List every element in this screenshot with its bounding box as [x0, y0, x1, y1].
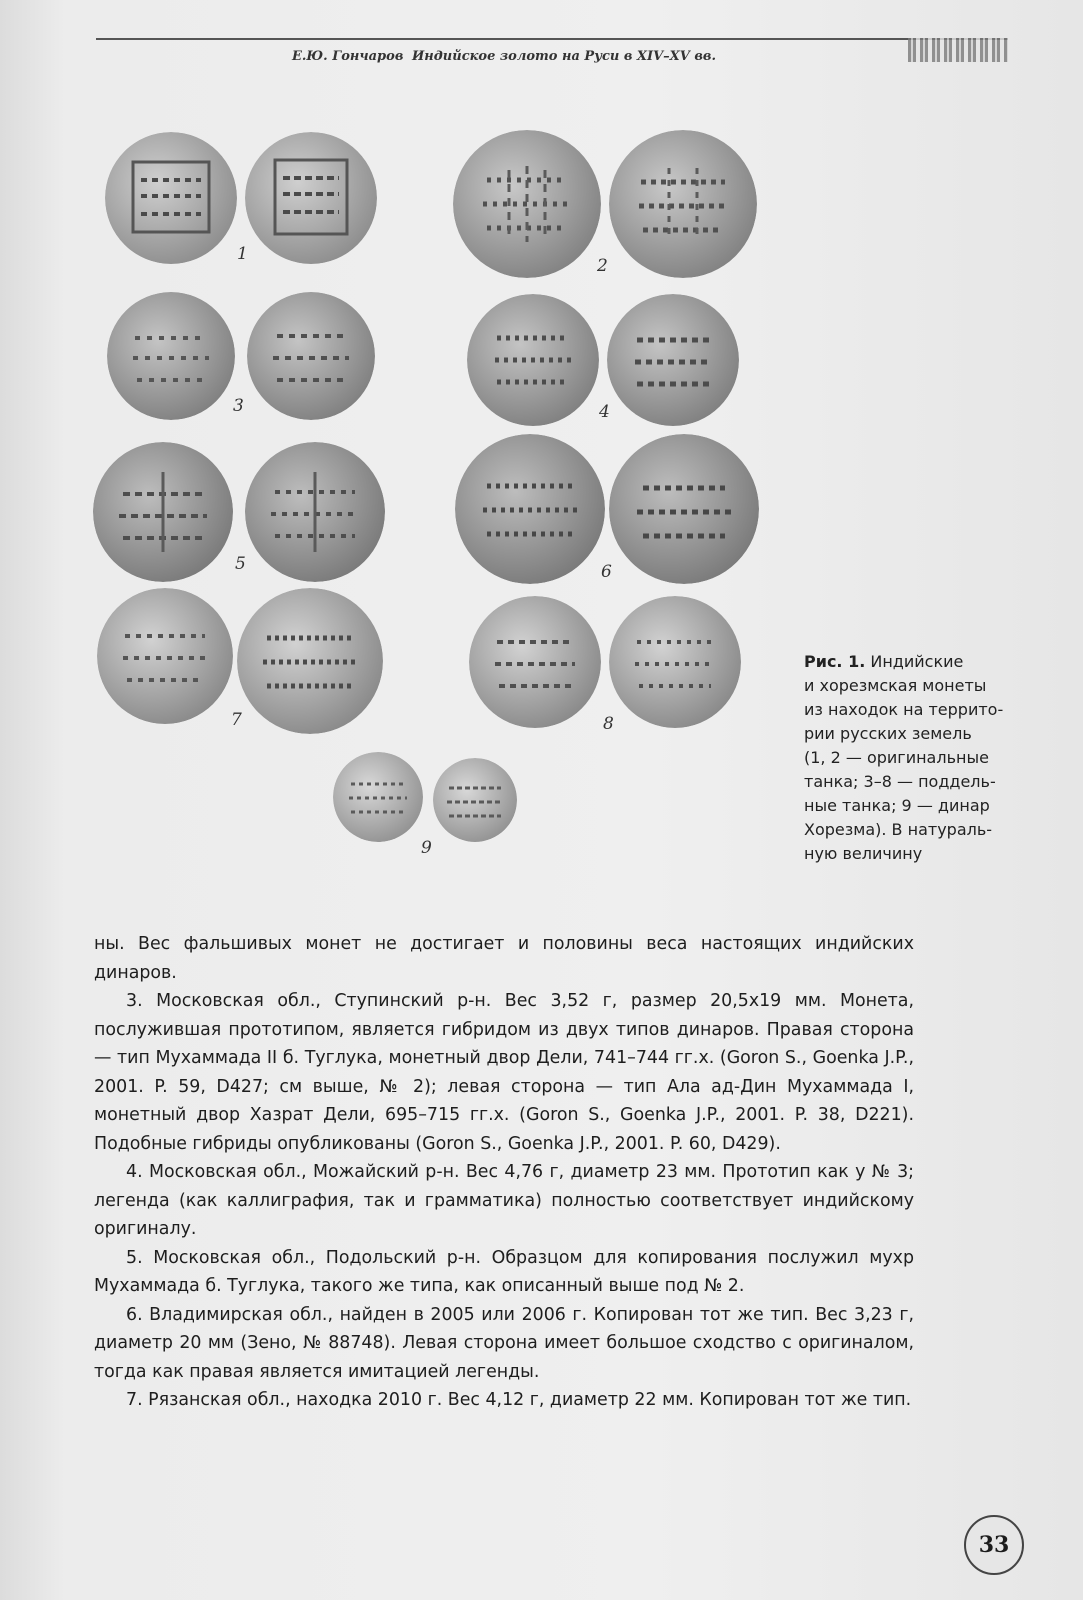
coin-5-obverse: [93, 442, 233, 582]
caption-line: рии русских земель: [804, 724, 972, 743]
coin-1-reverse: [245, 132, 377, 264]
caption-line: танка; 3–8 — поддель-: [804, 772, 996, 791]
coin-7-obverse: [97, 588, 233, 724]
running-head: [96, 38, 1008, 66]
coin-9-obverse: [333, 752, 423, 842]
coin-label-3: 3: [233, 396, 244, 416]
caption-line: ные танка; 9 — динар: [804, 796, 990, 815]
caption-line: ную величину: [804, 844, 923, 863]
header-ornament-icon: [908, 38, 1008, 62]
coin-label-6: 6: [601, 562, 612, 582]
coin-label-5: 5: [235, 554, 246, 574]
coin-1-obverse: [105, 132, 237, 264]
caption-line: (1, 2 — оригинальные: [804, 748, 989, 767]
coin-6-obverse: [455, 434, 605, 584]
coin-5-reverse: [245, 442, 385, 582]
coin-label-2: 2: [597, 256, 608, 276]
running-head-title: Индийское золото на Руси в XIV–XV вв.: [412, 49, 716, 64]
paragraph: 4. Московская обл., Можайский р-н. Вес 4,76 г, диаметр 23 мм. Прототип как у № 3; легенда (как каллиграфия, так и грамматика) полностью соответствует индийскому оригиналу.: [94, 1162, 914, 1239]
caption-line: и хорезмская монеты: [804, 676, 987, 695]
coin-8-reverse: [609, 596, 741, 728]
caption-label: Рис. 1.: [804, 652, 866, 671]
coin-4-reverse: [607, 294, 739, 426]
caption-line: из находок на террито-: [804, 700, 1004, 719]
coin-label-4: 4: [599, 402, 610, 422]
coin-label-7: 7: [231, 710, 242, 730]
paragraph: 5. Московская обл., Подольский р-н. Образцом для копирования послужил мухр Мухаммада б. Туглука, такого же типа, как описанный выше под № 2.: [94, 1247, 914, 1296]
page-number: 33: [978, 1532, 1010, 1558]
paragraph: 3. Московская обл., Ступинский р-н. Вес 3,52 г, размер 20,5х19 мм. Монета, послужившая прототипом, является гибридом из двух типов динаров. Правая сторона — тип Мухаммада II б. Туглука, монетный двор Дели, 741–744 гг.х. (Goron S., Goenka J.P., 2001. P. 59, D427; см выше, № 2); левая сторона — тип Ала ад-Дин Мухаммада I, монетный двор Хазрат Дели, 695–715 гг.х. (Goron S., Goenka J.P., 2001. P. 38, D221). Подобные гибриды опубликованы (Goron S., Goenka J.P., 2001. P. 60, D429).: [94, 991, 914, 1154]
coin-3-reverse: [247, 292, 375, 420]
paragraph: ны. Вес фальшивых монет не достигает и половины веса настоящих индийских динаров.: [94, 934, 914, 983]
figure-caption: [804, 650, 1014, 866]
coin-label-8: 8: [603, 714, 614, 734]
coin-3-obverse: [107, 292, 235, 420]
caption-line: Хорезма). В натураль-: [804, 820, 993, 839]
coin-label-9: 9: [421, 838, 432, 858]
coin-7-reverse: [237, 588, 383, 734]
caption-line: Рис. 1. Индийские: [804, 652, 964, 671]
paragraph: 7. Рязанская обл., находка 2010 г. Вес 4,12 г, диаметр 22 мм. Копирован тот же тип.: [126, 1390, 912, 1410]
paragraph: 6. Владимирская обл., найден в 2005 или 2006 г. Копирован тот же тип. Вес 3,23 г, диаметр 20 мм (Зено, № 88748). Левая сторона имеет большое сходство с оригиналом, тогда как правая является имитацией легенды.: [94, 1304, 914, 1382]
coin-4-obverse: [467, 294, 599, 426]
coin-2-obverse: [453, 130, 601, 278]
body-text: [94, 930, 914, 1415]
coin-2-reverse: [609, 130, 757, 278]
running-head-author: Е.Ю. Гончаров: [292, 49, 404, 64]
coin-8-obverse: [469, 596, 601, 728]
page-number-badge: [964, 1515, 1024, 1575]
coin-6-reverse: [609, 434, 759, 584]
coin-9-reverse: [433, 758, 517, 842]
coin-label-1: 1: [237, 244, 248, 264]
